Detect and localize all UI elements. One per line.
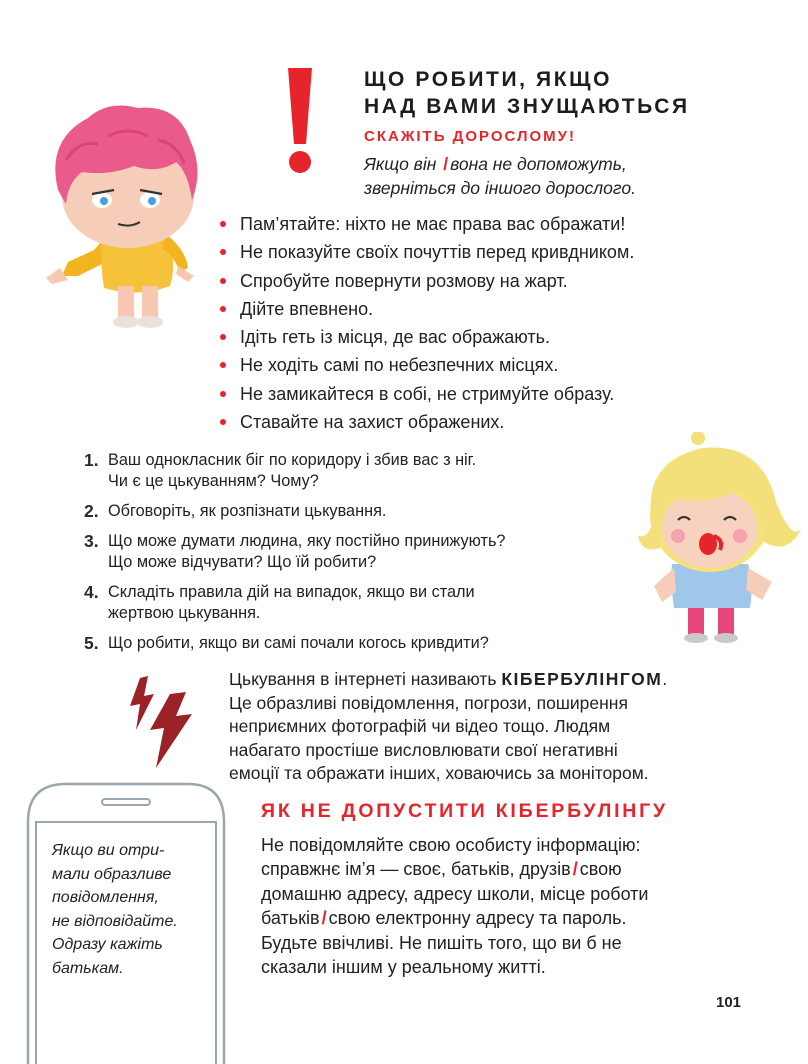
list-item: Не показуйте своїх почуттів перед кривдником. [218,238,634,266]
list-item: Спробуйте повернути розмову на жарт. [218,267,634,295]
page-title [364,66,690,120]
cyberbullying-prevention-text: Не повідомляйте свою особисту інформацію: справжнє ім’я — своє, батьків, друзів / свою домашню адресу, адресу школи, місце роботи батьків / свою електронну адресу та пароль. Будьте ввічливі. Не пишіть того, що ви б не сказали іншим у реальному житті. [261,835,649,978]
slash-2: / [572,859,578,880]
list-item: 3. Що може думати людина, яку постійно принижують? Що може відчувати? Що їй робити? [84,531,506,571]
cyberbullying-paragraph: Цькування в інтернеті називають КІБЕРБУЛІНГОМ. Це образливі повідомлення, погрози, поширення неприємних фотографій чи відео тощо. Людям набагато простіше висловлювати свої негативні емоції та ображати інших, ховаючись за монітором. [229,669,668,783]
bullet-dot-icon [220,391,226,397]
phone-note: Якщо ви отри- мали образливе повідомлення, не відповідайте. Одразу кажіть батькам. [52,842,178,977]
subtitle: СКАЖІТЬ ДОРОСЛОМУ! [364,128,576,145]
list-item: Ідіть геть із місця, де вас ображають. [218,323,634,351]
bullet-dot-icon [220,249,226,255]
cyberbullying-term: КІБЕРБУЛІНГОМ [501,669,663,689]
exclamation-icon [282,66,318,178]
list-item: Ставайте на захист ображених. [218,408,634,436]
advice-bullet-list [218,210,634,436]
cyberbullying-prevention-title: ЯК НЕ ДОПУСТИТИ КІБЕРБУЛІНГУ [261,800,668,822]
list-item: 4. Складіть правила дій на випадок, якщо ви стали жертвою цькування. [84,582,475,622]
bullet-dot-icon [220,278,226,284]
list-item: 5. Що робити, якщо ви самі почали когось кривдити? [84,633,489,653]
list-item: Не ходіть самі по небезпечних місцях. [218,351,634,379]
list-item: Дійте впевнено. [218,295,634,323]
bullet-dot-icon [220,362,226,368]
slash-1: / [443,154,449,174]
note-part-1: Якщо він [364,154,437,174]
lightning-icon [126,672,198,772]
girl-illustration [612,432,808,644]
bullet-dot-icon [220,306,226,312]
title-line-1: ЩО РОБИТИ, ЯКЩО [364,68,613,91]
header-note [364,152,636,200]
list-item: 2. Обговоріть, як розпізнати цькування. [84,501,387,521]
boy-illustration [38,100,218,336]
list-item: Пам’ятайте: ніхто не має права вас ображати! [218,210,634,238]
slash-3: / [321,908,327,929]
list-item: Не замикайтеся в собі, не стримуйте образу. [218,380,634,408]
bullet-dot-icon [220,419,226,425]
bullet-dot-icon [220,221,226,227]
title-line-2: НАД ВАМИ ЗНУЩАЮТЬСЯ [364,95,690,118]
page-number: 101 [716,994,742,1011]
note-part-2: вона не допоможуть, [450,154,627,174]
list-item: 1. Ваш однокласник біг по коридору і збив вас з ніг. Чи є це цькуванням? Чому? [84,450,477,490]
note-line-2: зверніться до іншого дорослого. [364,178,636,198]
bullet-dot-icon [220,334,226,340]
questions-list [84,450,506,663]
